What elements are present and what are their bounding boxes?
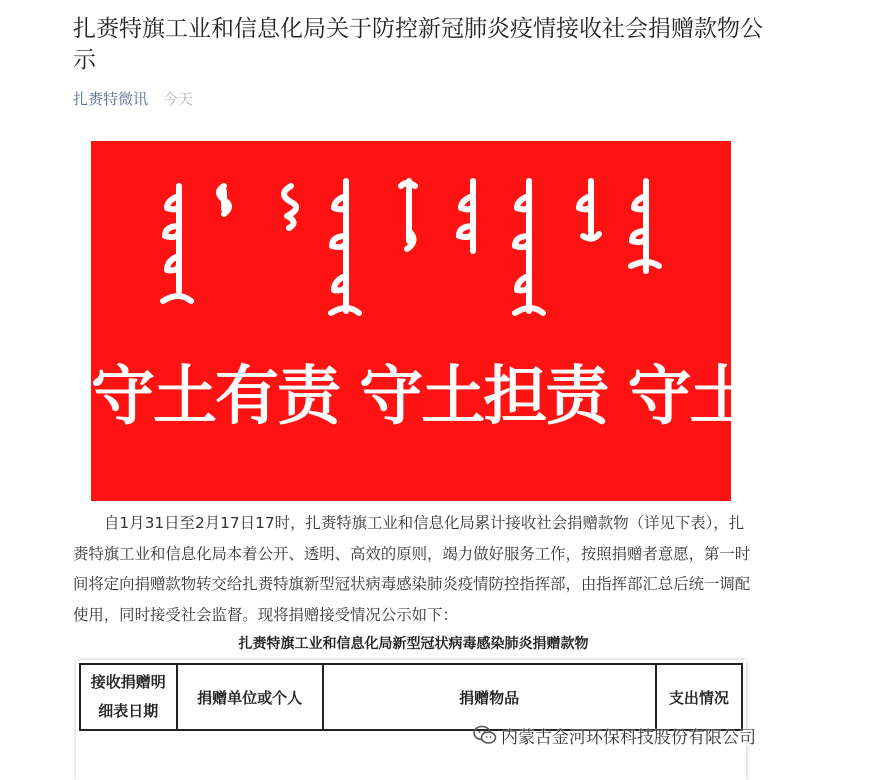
header-donor: 捐赠单位或个人 (177, 664, 323, 730)
mongolian-script-graphic (91, 141, 876, 501)
header-expenditure: 支出情况 (656, 664, 742, 730)
header-items: 捐赠物品 (323, 664, 656, 730)
publish-date: 今天 (162, 90, 193, 108)
watermark (472, 723, 756, 747)
article-meta (73, 88, 193, 109)
article-paragraph: 自1月31日至2月17日17时，扎赉特旗工业和信息化局累计接收社会捐赠款物（详见下表），扎赉特旗工业和信息化局本着公开、透明、高效的原则，竭力做好服务工作，按照捐赠者意愿，第一时间将定向捐赠款物转交给扎赉特旗新型冠状病毒感染肺炎疫情防控指挥部，由指挥部汇总后统一调配使用，同时接受社会监督。现将捐赠接受情况公示如下： (73, 514, 751, 624)
banner-image (91, 141, 876, 501)
donation-table (76, 660, 746, 780)
table-title: 扎赉特旗工业和信息化局新型冠状病毒感染肺炎捐赠款物 (238, 636, 589, 652)
watermark-text: 内蒙古金河环保科技股份有限公司 (501, 727, 756, 748)
wechat-icon (472, 724, 498, 746)
article-title: 扎赉特旗工业和信息化局关于防控新冠肺炎疫情接收社会捐赠款物公示 (73, 16, 763, 73)
table-header-row (80, 664, 742, 730)
account-link[interactable]: 扎赉特微讯 (73, 90, 149, 108)
header-date: 接收捐赠明细表日期 (80, 664, 177, 730)
slogan-text: 守土有责 守土担责 守土尽责 (91, 360, 876, 434)
